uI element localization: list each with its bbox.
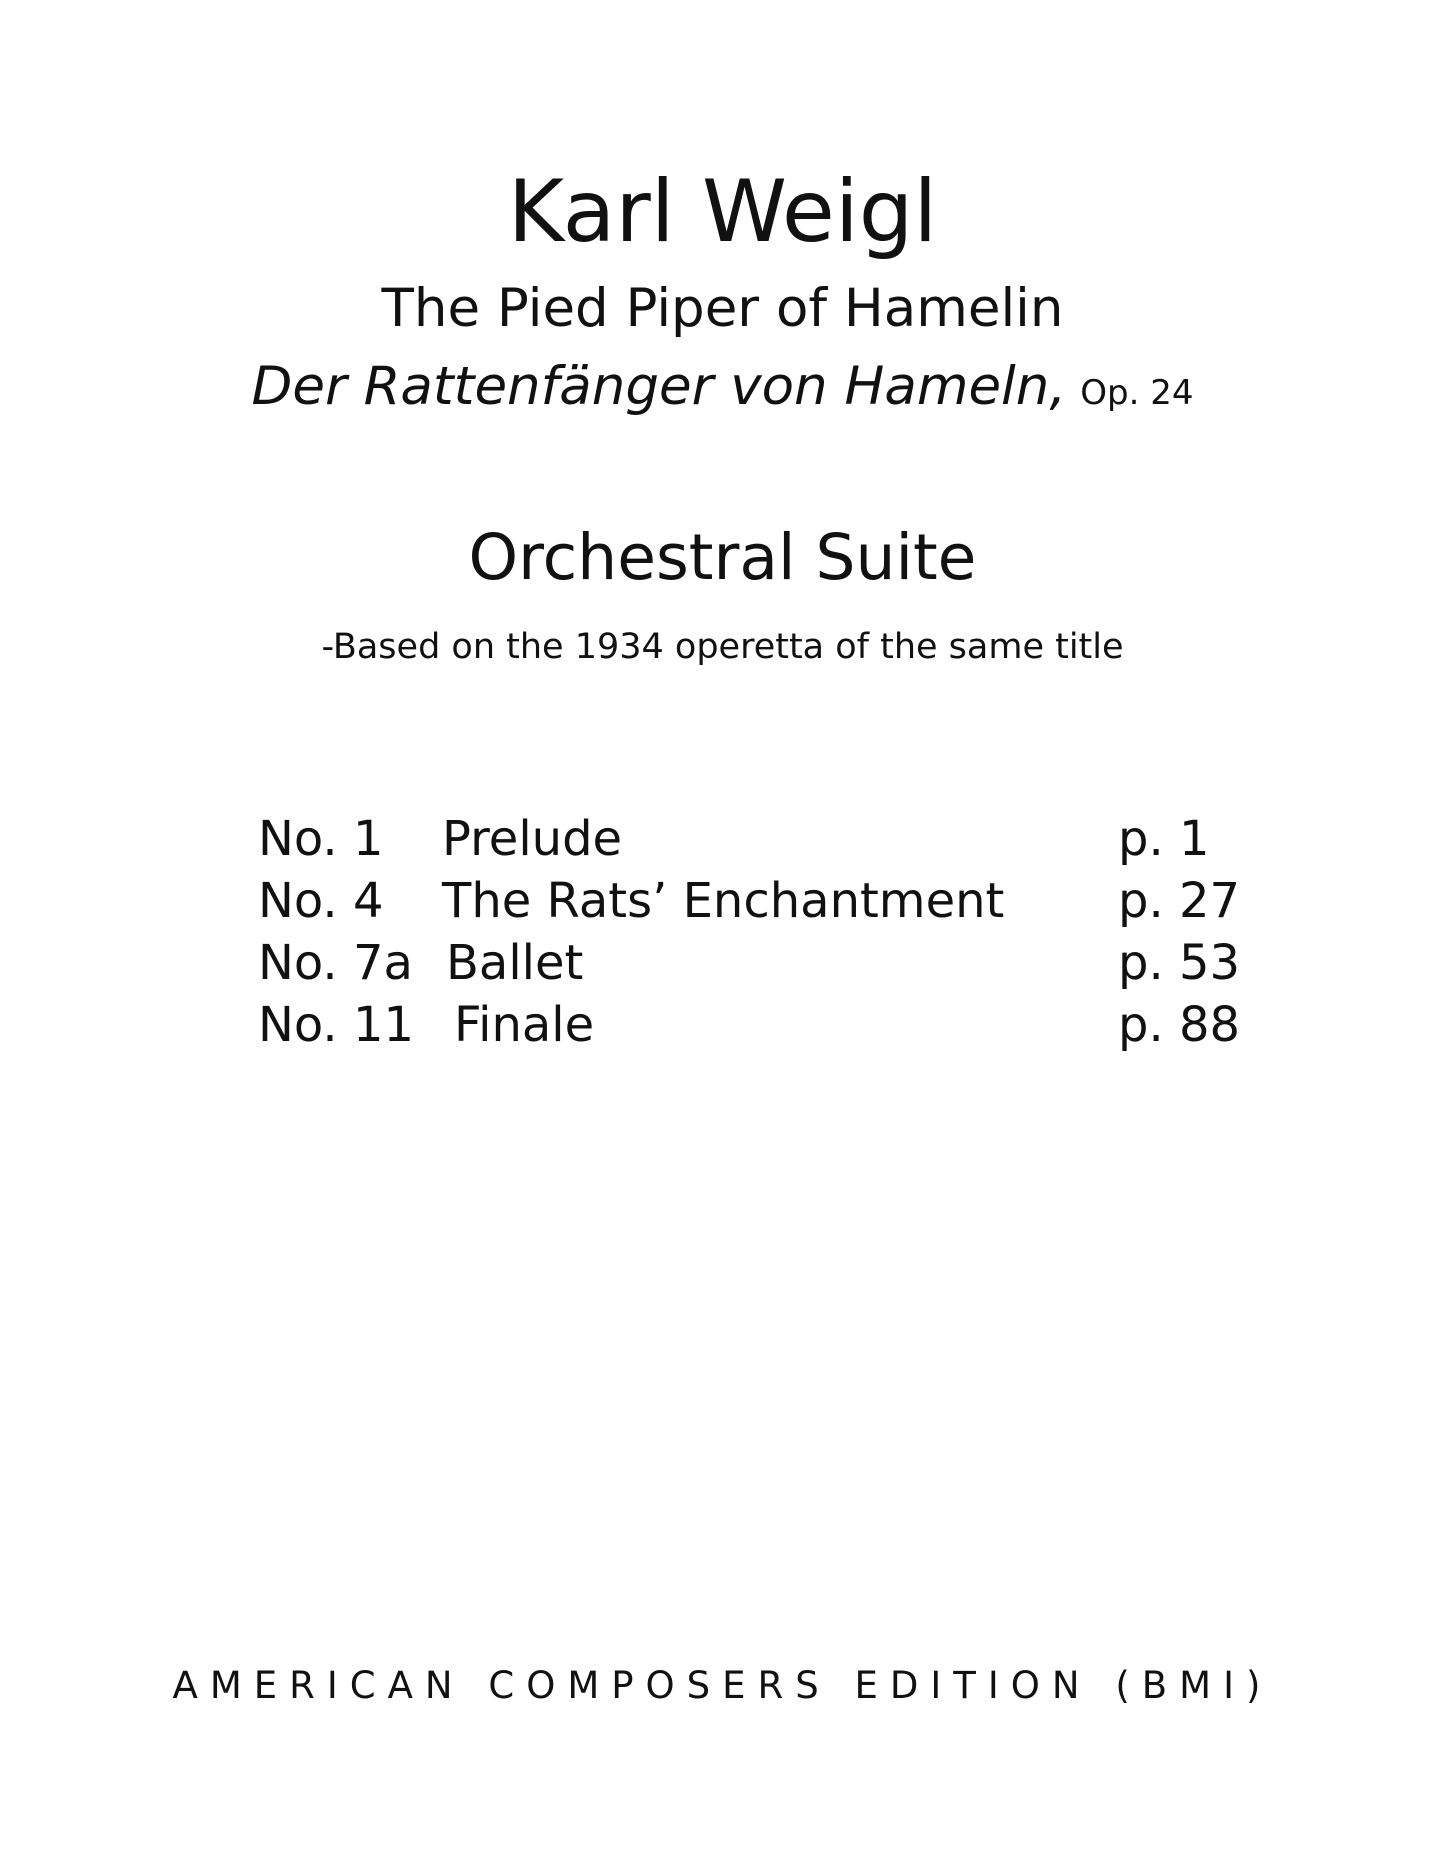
movement-title: The Rats’ Enchantment: [442, 873, 1005, 929]
contents-row: [258, 808, 1258, 870]
table-of-contents: [258, 808, 1258, 1056]
title-english: The Pied Piper of Hamelin: [381, 278, 1064, 339]
page-reference: p. 88: [1118, 997, 1241, 1053]
movement-number: No. 1: [258, 811, 384, 867]
page-reference: p. 53: [1118, 935, 1241, 991]
movement-number: No. 11: [258, 997, 415, 1053]
contents-row: [258, 870, 1258, 932]
movement-title: Prelude: [442, 811, 623, 867]
page-reference: p. 27: [1118, 873, 1241, 929]
title-german: Der Rattenfänger von Hameln,: [251, 356, 1067, 417]
movement-title: Finale: [454, 997, 595, 1053]
movement-title: Ballet: [446, 935, 584, 991]
title-german-line: [0, 355, 1445, 425]
publisher-footer: AMERICAN COMPOSERS EDITION (BMI): [172, 1664, 1273, 1707]
contents-row: [258, 932, 1258, 994]
composer-name: Karl Weigl: [507, 162, 938, 262]
suite-title: Orchestral Suite: [468, 521, 977, 594]
opus-number: Op. 24: [1080, 373, 1194, 413]
suite-subtitle: -Based on the 1934 operetta of the same title: [321, 627, 1124, 667]
contents-row: [258, 994, 1258, 1056]
page-reference: p. 1: [1118, 811, 1210, 867]
movement-number: No. 7a: [258, 935, 413, 991]
movement-number: No. 4: [258, 873, 384, 929]
